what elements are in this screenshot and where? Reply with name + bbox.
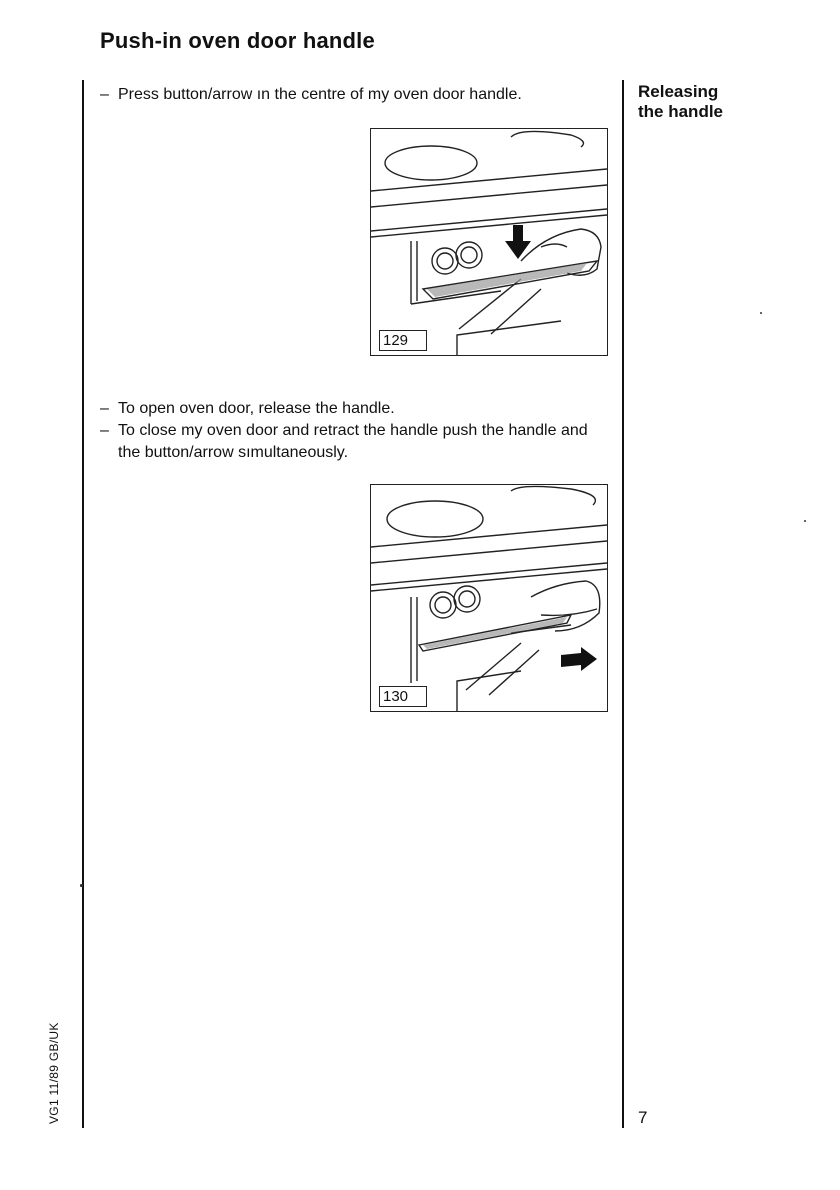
step-text: To close my oven door and retract the handle push the handle and the button/arrow sımultaneously. — [118, 422, 588, 461]
page-title: Push-in oven door handle — [100, 28, 375, 53]
left-column-rule — [82, 80, 84, 1128]
step-dash: – — [100, 86, 109, 103]
step-open-door — [100, 398, 610, 420]
figure-label: 129 — [379, 330, 427, 351]
step-text: Press button/arrow ın the centre of my oven door handle. — [118, 86, 522, 103]
scan-speck — [804, 520, 806, 522]
figure-129 — [370, 128, 608, 356]
figure-130 — [370, 484, 608, 712]
step-press-button — [100, 84, 610, 106]
right-column-rule — [622, 80, 624, 1128]
margin-code: VG1 11/89 GB/UK — [47, 1022, 61, 1124]
scan-speck — [80, 884, 83, 887]
oven-handle-press-illustration — [371, 129, 607, 355]
side-heading — [638, 82, 723, 122]
side-heading-line1: Releasing — [638, 82, 719, 101]
step-close-door — [100, 420, 610, 464]
step-dash: – — [100, 422, 109, 439]
oven-handle-retract-illustration — [371, 485, 607, 711]
step-text: To open oven door, release the handle. — [118, 400, 395, 417]
step-dash: – — [100, 400, 109, 417]
page-number: 7 — [638, 1108, 648, 1127]
scan-speck — [760, 312, 762, 314]
side-heading-line2: the handle — [638, 102, 724, 121]
figure-label: 130 — [379, 686, 427, 707]
